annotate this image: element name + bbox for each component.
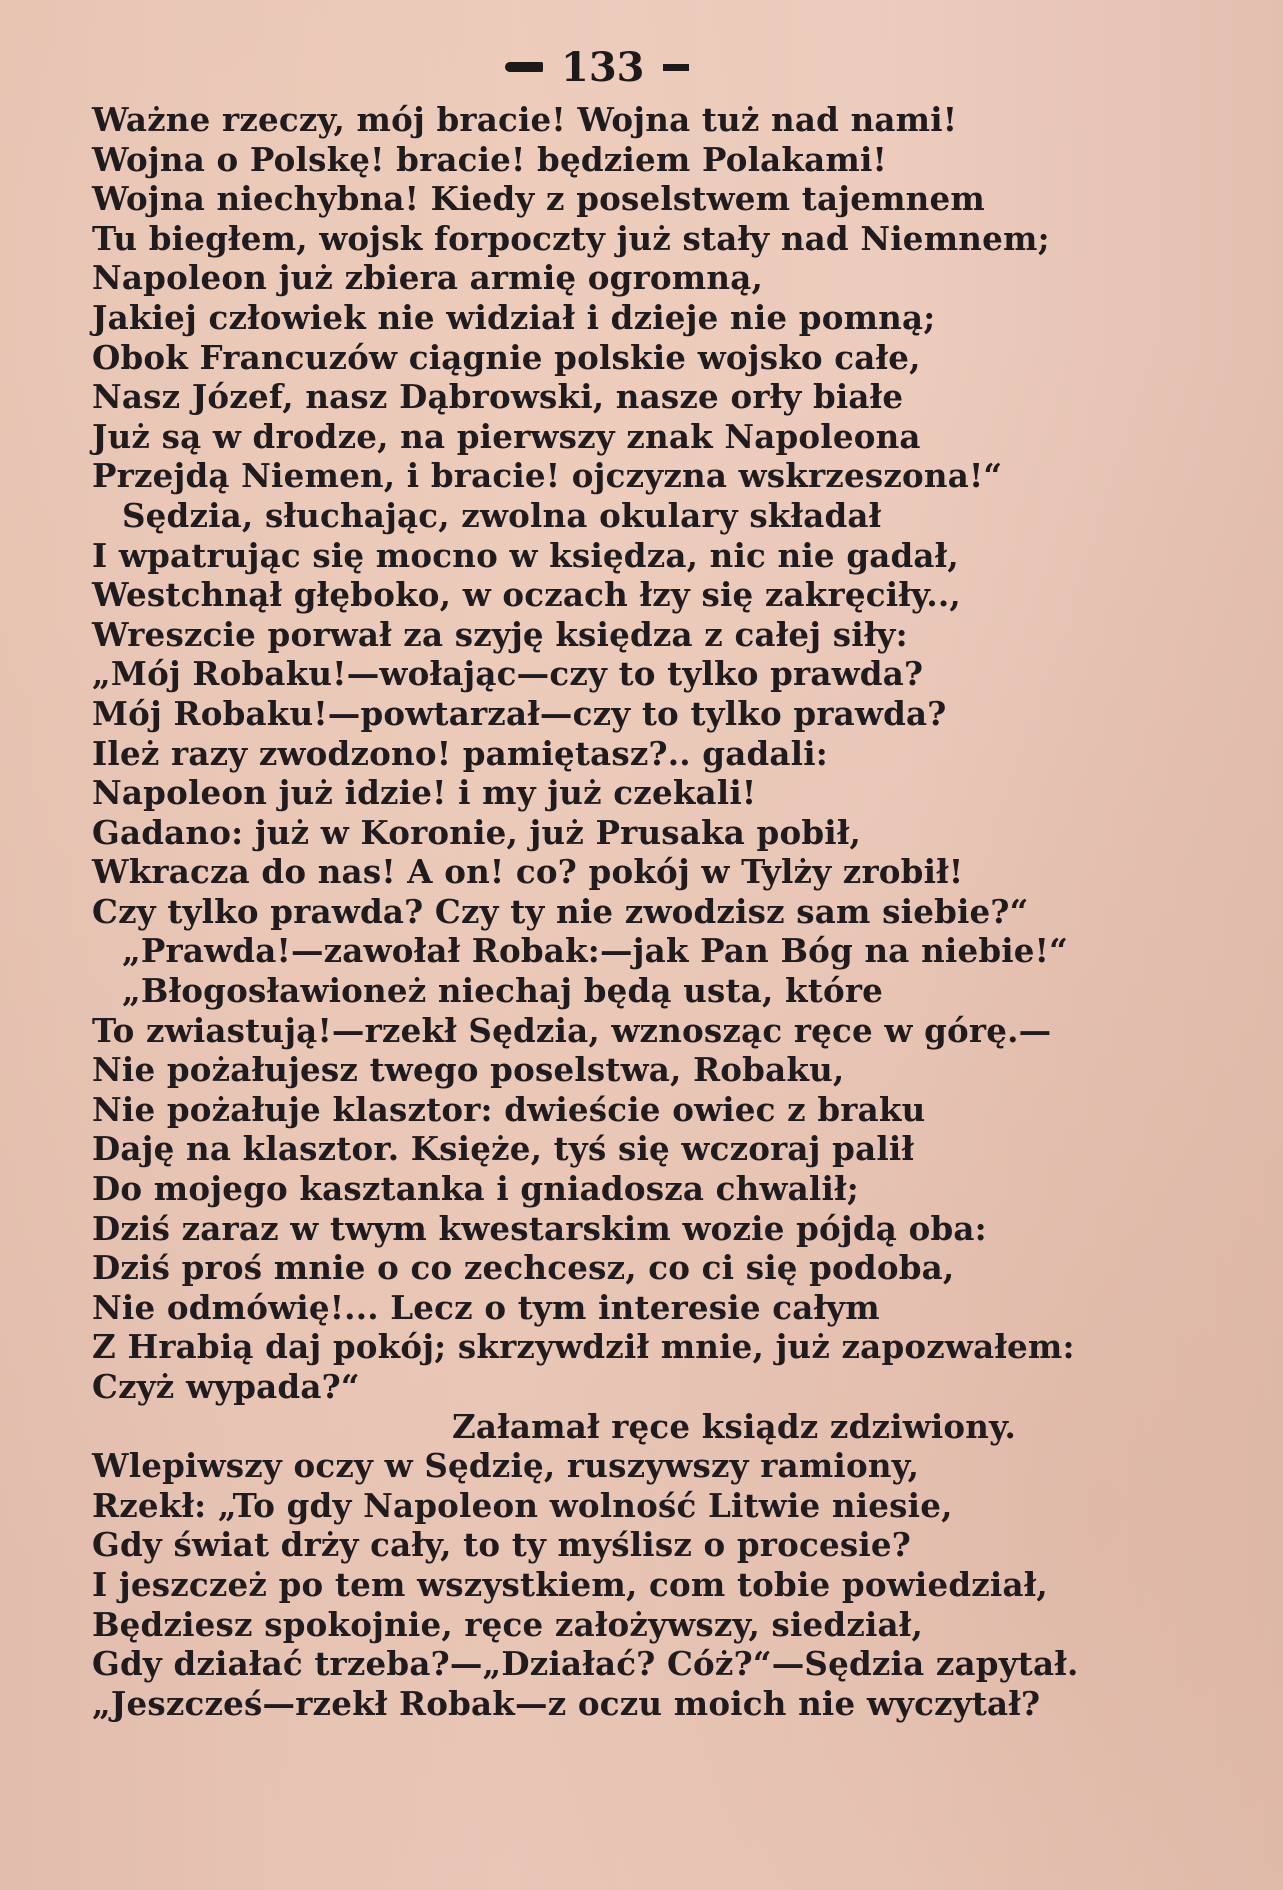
text-line: Ileż razy zwodzono! pamiętasz?.. gadali: [92, 733, 828, 773]
text-line: Wkracza do nas! A on! co? pokój w Tylży zrobił! [92, 852, 964, 892]
text-line: Wreszcie porwał za szyję księdza z całej siły: [92, 614, 908, 654]
page-number-header [505, 42, 725, 92]
text-line: Napoleon już idzie! i my już czekali! [92, 773, 757, 813]
text-line: Tu biegłem, wojsk forpoczty już stały nad Niemnem; [92, 218, 1050, 258]
text-line: Wlepiwszy oczy w Sędzię, ruszywszy ramiony, [92, 1446, 920, 1486]
text-line: Załamał ręce ksiądz zdziwiony. [452, 1406, 1016, 1446]
text-line: Sędzia, słuchając, zwolna okulary składał [122, 495, 882, 535]
ornament-right [663, 64, 689, 71]
text-line: Wojna o Polskę! bracie! będziem Polakami! [92, 139, 887, 179]
text-line: „Jeszcześ—rzekł Robak—z oczu moich nie wyczytał? [92, 1683, 1041, 1723]
page-number: 133 [561, 43, 645, 91]
text-line: I jeszczeż po tem wszystkiem, com tobie powiedział, [92, 1564, 1048, 1604]
text-line: Obok Francuzów ciągnie polskie wojsko całe, [92, 337, 921, 377]
text-line: Czy tylko prawda? Czy ty nie zwodzisz sam siebie?“ [92, 891, 1029, 931]
text-line: Gadano: już w Koronie, już Prusaka pobił, [92, 812, 862, 852]
text-line: Rzekł: „To gdy Napoleon wolność Litwie niesie, [92, 1485, 953, 1525]
text-line: Westchnął głęboko, w oczach łzy się zakręciły.., [92, 575, 961, 615]
text-line: Wojna niechybna! Kiedy z poselstwem tajemnem [92, 179, 985, 219]
text-line: Dziś zaraz w twym kwestarskim wozie pójdą oba: [92, 1208, 987, 1248]
text-line: „Mój Robaku!—wołając—czy to tylko prawda? [92, 654, 924, 694]
text-line: I wpatrując się mocno w księdza, nic nie gadał, [92, 535, 959, 575]
ornament-left [505, 62, 543, 72]
text-line: „Błogosławioneż niechaj będą usta, które [122, 971, 884, 1011]
text-line: Nie odmówię!... Lecz o tym interesie całym [92, 1287, 880, 1327]
text-line: Daję na klasztor. Księże, tyś się wczoraj palił [92, 1129, 915, 1169]
poem-text [92, 100, 1192, 1723]
text-line: Do mojego kasztanka i gniadosza chwalił; [92, 1169, 859, 1209]
text-line: Mój Robaku!—powtarzał—czy to tylko prawda? [92, 693, 947, 733]
text-line: Czyż wypada?“ [92, 1367, 360, 1406]
text-line: Przejdą Niemen, i bracie! ojczyzna wskrzeszona!“ [92, 456, 1003, 496]
text-line: To zwiastują!—rzekł Sędzia, wznosząc ręce w górę.— [92, 1010, 1052, 1050]
text-line: Dziś proś mnie o co zechcesz, co ci się podoba, [92, 1248, 955, 1288]
text-line: Gdy świat drży cały, to ty myślisz o procesie? [92, 1525, 912, 1565]
text-line: Napoleon już zbiera armię ogromną, [92, 258, 763, 298]
text-line: Będziesz spokojnie, ręce założywszy, siedział, [92, 1604, 924, 1644]
text-line: Nie pożałuje klasztor: dwieście owiec z braku [92, 1089, 926, 1129]
text-line: Z Hrabią daj pokój; skrzywdził mnie, już zapozwałem: [92, 1327, 1075, 1367]
text-line: Gdy działać trzeba?—„Działać? Cóż?“—Sędzia zapytał. [92, 1644, 1079, 1684]
text-line: Nasz Józef, nasz Dąbrowski, nasze orły białe [92, 377, 904, 417]
text-line: „Prawda!—zawołał Robak:—jak Pan Bóg na niebie!“ [122, 931, 1069, 971]
text-line: Jakiej człowiek nie widział i dzieje nie pomną; [92, 297, 936, 337]
text-line: Już są w drodze, na pierwszy znak Napoleona [92, 416, 921, 456]
text-line: Ważne rzeczy, mój bracie! Wojna tuż nad nami! [92, 100, 958, 139]
text-line: Nie pożałujesz twego poselstwa, Robaku, [92, 1050, 845, 1090]
